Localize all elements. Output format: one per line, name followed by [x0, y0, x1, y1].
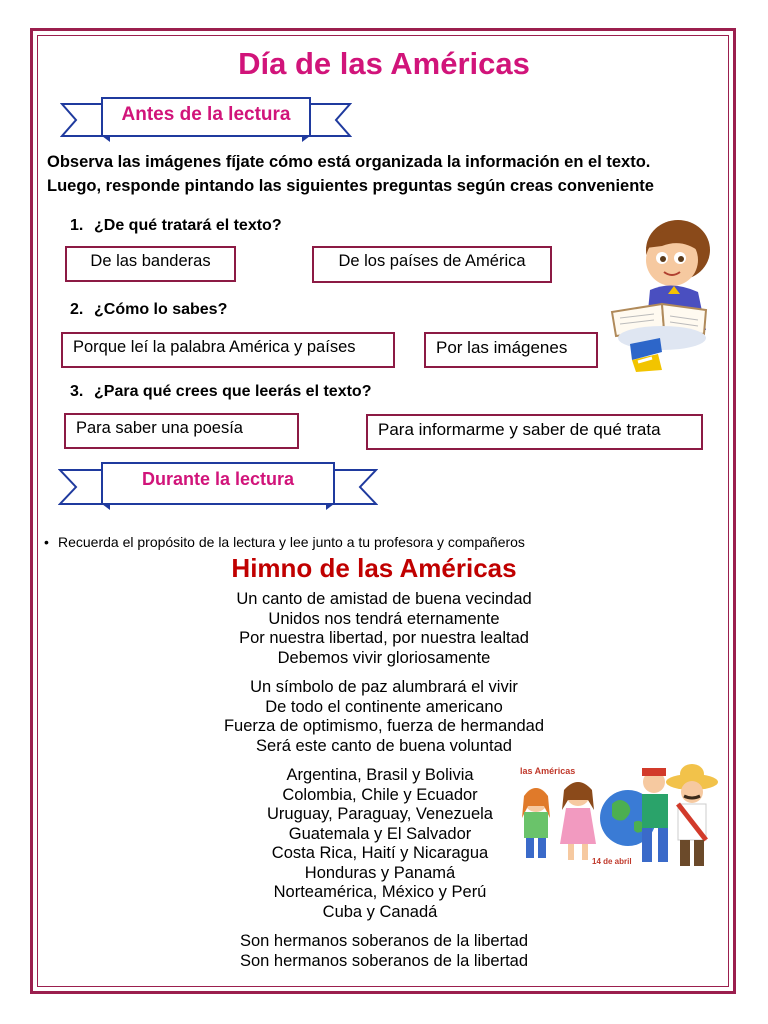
question-number: 2.	[70, 301, 84, 318]
hymn-line: Uruguay, Paraguay, Venezuela	[267, 805, 493, 823]
boy-reading-illustration	[602, 212, 720, 374]
hymn-line: Colombia, Chile y Ecuador	[282, 785, 478, 804]
children-globe-illustration	[516, 760, 722, 890]
hymn-line: Un canto de amistad de buena vecindad	[236, 590, 532, 608]
instruction-line: Observa las imágenes fíjate cómo está organizada la información en el texto.	[47, 153, 651, 171]
question-1	[70, 217, 282, 235]
illustration-caption-date: 14 de abril	[592, 857, 632, 866]
section-label-before: Antes de la lectura	[121, 104, 291, 125]
answer-option-box[interactable]: Porque leí la palabra América y países	[61, 332, 395, 368]
question-2	[70, 301, 227, 319]
hymn-line: Fuerza de optimismo, fuerza de hermandad	[223, 717, 545, 735]
question-3	[70, 383, 371, 401]
hymn-stanza-1	[0, 590, 768, 668]
reading-instruction	[44, 534, 525, 550]
reading-instruction-text: Recuerda el propósito de la lectura y lee junto a tu profesora y compañeros	[58, 534, 525, 550]
question-number: 3.	[70, 383, 84, 400]
illustration-caption-top: las Américas	[520, 766, 576, 776]
hymn-line: Son hermanos soberanos de la libertad	[239, 932, 529, 950]
hymn-line: Honduras y Panamá	[304, 863, 456, 882]
hymn-line: Un símbolo de paz alumbrará el vivir	[250, 678, 518, 696]
answer-option-box[interactable]: Por las imágenes	[424, 332, 598, 368]
answer-option-box[interactable]: Para saber una poesía	[64, 413, 299, 449]
question-text: ¿De qué tratará el texto?	[94, 217, 282, 234]
instructions	[47, 150, 747, 198]
answer-option-box[interactable]: De las banderas	[65, 246, 236, 282]
bullet-icon: •	[44, 534, 49, 550]
hymn-line: Será este canto de buena voluntad	[256, 736, 512, 755]
hymn-line: De todo el continente americano	[265, 697, 503, 716]
hymn-line: Son hermanos soberanos de la libertad	[239, 951, 529, 970]
question-number: 1.	[70, 217, 84, 234]
hymn-line: Debemos vivir gloriosamente	[277, 648, 491, 667]
question-text: ¿Para qué crees que leerás el texto?	[94, 383, 372, 400]
hymn-line: Cuba y Canadá	[322, 902, 438, 921]
question-text: ¿Cómo lo sabes?	[94, 301, 228, 318]
hymn-stanza-4	[0, 932, 768, 971]
hymn-line: Costa Rica, Haití y Nicaragua	[271, 844, 489, 862]
hymn-line: Guatemala y El Salvador	[288, 824, 472, 843]
hymn-line: Por nuestra libertad, por nuestra lealtad	[239, 629, 529, 647]
answer-option-box[interactable]: De los países de América	[312, 246, 552, 283]
hymn-stanza-2	[0, 678, 768, 756]
section-label-during: Durante la lectura	[141, 469, 295, 489]
instruction-line: Luego, responde pintando las siguientes preguntas según creas conveniente	[47, 177, 654, 195]
hymn-title: Himno de las Américas	[231, 553, 517, 583]
answer-option-box[interactable]: Para informarme y saber de qué trata	[366, 414, 703, 450]
hymn-line: Argentina, Brasil y Bolivia	[286, 766, 474, 784]
hymn-line: Norteamérica, México y Perú	[273, 883, 487, 901]
page-title: Día de las Américas	[238, 46, 530, 81]
hymn-line: Unidos nos tendrá eternamente	[268, 609, 500, 628]
